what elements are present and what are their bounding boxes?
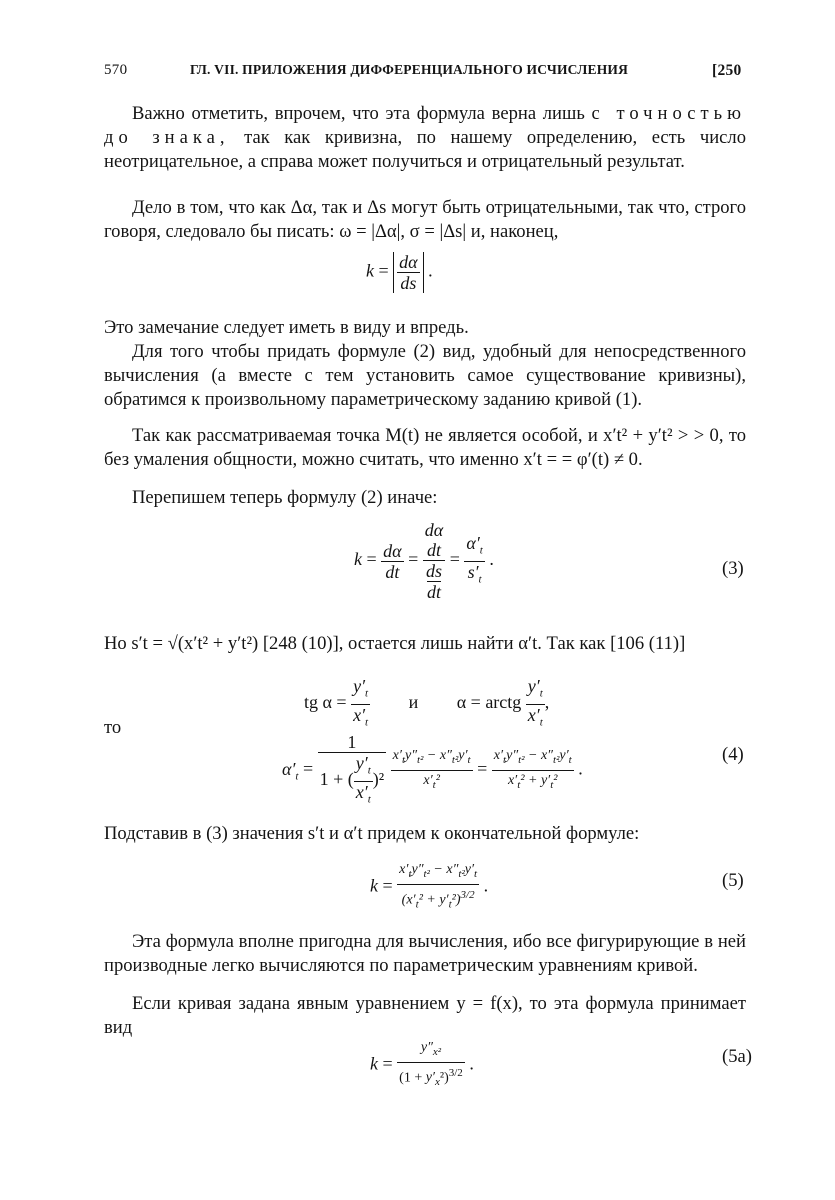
paragraph-3: Это замечание следует иметь в виду и впредь. bbox=[104, 317, 469, 338]
paragraph-8: Подставив в (3) значения s′t и α′t придем к окончательной формуле: bbox=[104, 823, 640, 844]
paragraph-7: Но s′t = √(x′t² + y′t²) [248 (10)], остается лишь найти α′t. Так как [106 (11)] bbox=[104, 633, 686, 654]
equation-4-number: (4) bbox=[722, 744, 744, 765]
equation-tangent: tg α = $\frac{y'_t}{x'_t}$ и α = arctg $\frac{y'_t}{x'_t}$ , bbox=[304, 676, 549, 732]
and-word: и bbox=[408, 692, 419, 713]
equation-5-number: (5) bbox=[722, 870, 744, 891]
paragraph-9: Эта формула вполне пригодна для вычисления, ибо все фигурирующие в ней производные легко вычисляются по параметрическим уравнениям кривой. bbox=[104, 931, 746, 976]
paragraph-1: Важно отметить, впрочем, что эта формула верна лишь с точностью до знака, так как кривизна, по нашему определению, есть число неотрицательное, а справа может получиться и отрицательный результат. bbox=[104, 103, 746, 172]
paragraph-2: Дело в том, что как Δα, так и Δs могут быть отрицательными, так что, строго говоря, следовало бы писать: ω = |Δα|, σ = |Δs| и, наконец, bbox=[104, 197, 746, 242]
chapter-title: ГЛ. VII. ПРИЛОЖЕНИЯ ДИФФЕРЕНЦИАЛЬНОГО ИСЧИСЛЕНИЯ bbox=[190, 62, 629, 77]
equation-5: k = $\frac{x'_ty''_{t^2} - x''_{t^2}y'_t}{(x'_t^2 + y'_t^2)^{3/2}}$ . bbox=[370, 860, 488, 914]
equation-3: k = $\frac{d\alpha}{dt}$ = dα dt ds dt = $\frac{\alpha'_t}{s'_t}$ . bbox=[354, 520, 494, 602]
paragraph-5: Так как рассматриваемая точка M(t) не является особой, и x′t² + y′t² > > 0, то без умаления общности, можно считать, что именно x′t = = φ′(t) ≠ 0. bbox=[104, 425, 746, 470]
equation-5a-number: (5a) bbox=[722, 1046, 752, 1067]
equation-abs-curvature: k = $\frac{d\alpha}{ds}$ . bbox=[366, 252, 433, 293]
equation-5a: k = $\frac{y''_{x^2}}{(1 + y'_x^2)^{3/2}}$ . bbox=[370, 1038, 474, 1092]
word-to: то bbox=[104, 717, 122, 738]
paragraph-10: Если кривая задана явным уравнением y = f(x), то эта формула принимает вид bbox=[104, 993, 746, 1038]
section-number: [250 bbox=[712, 62, 742, 79]
page-number: 570 bbox=[104, 62, 128, 78]
paragraph-6: Перепишем теперь формулу (2) иначе: bbox=[132, 487, 438, 508]
paragraph-4: Для того чтобы придать формуле (2) вид, удобный для непосредственного вычисления (а вместе с тем установить самое существование кривизны), обратимся к произвольному параметрическому заданию кривой (1). bbox=[104, 341, 746, 410]
equation-3-number: (3) bbox=[722, 558, 744, 579]
equation-4: $\alpha'_t$ = 1 1 + ( $\frac{y'_t}{x'_t}$ )² $\frac{x'_ty''_{t^2} - x''_{t^2}y'_t}{x'_t^2}$ = $\frac{x'_ty''_{t^2} - x''_{t^2}y'_t}{x'_t^2 + y'_t^2}$ . bbox=[282, 732, 583, 809]
